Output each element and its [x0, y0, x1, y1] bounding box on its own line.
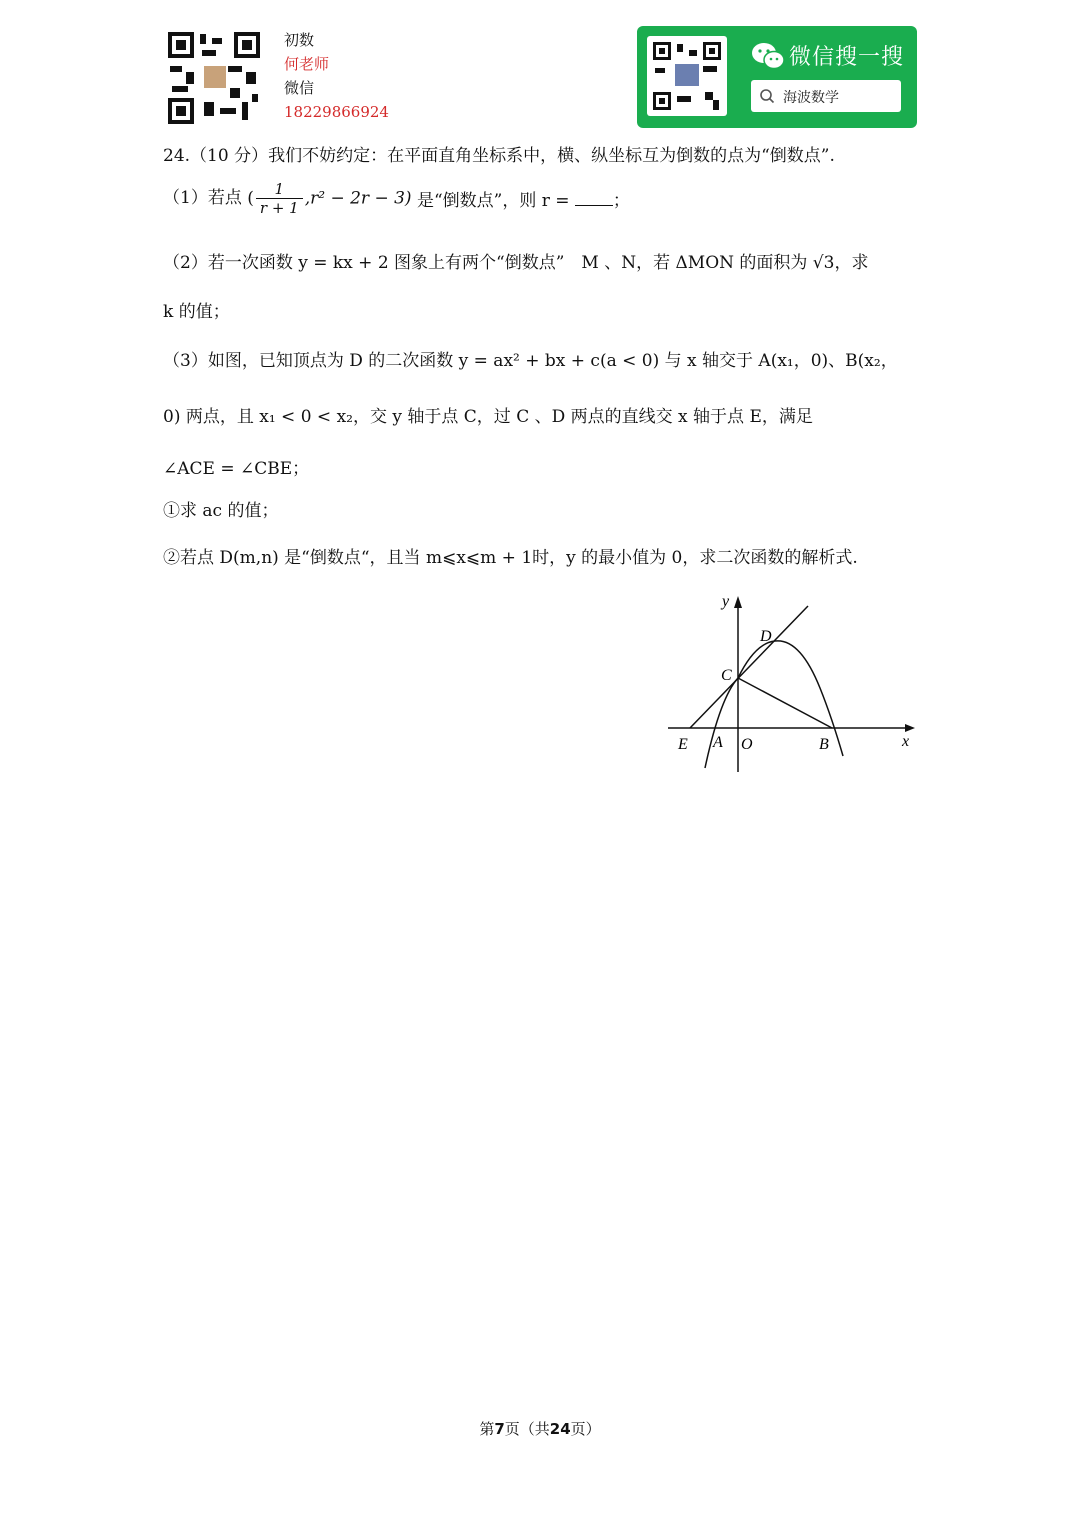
footer-middle: 页（共: [504, 1420, 550, 1438]
part1-end: ；: [612, 191, 630, 211]
question-part-1: （1）若点 ( $\frac{1}{r + 1}$ ,r² − 2r − 3) 是“倒数点”，则 r = ；: [163, 180, 630, 217]
answer-blank[interactable]: [575, 191, 613, 206]
search-icon: [759, 88, 775, 104]
question-part-3-line-1: （3）如图，已知顶点为 D 的二次函数 y = ax² + bx + c(a < 0) 与 x 轴交于 A(x₁，0)、B(x₂，: [163, 351, 898, 371]
parabola-figure: [660, 588, 920, 778]
label-B: B: [819, 736, 829, 753]
label-y: y: [722, 593, 730, 610]
question-sub-2: ②若点 D(m,n) 是“倒数点“，且当 m⩽x⩽m + 1时，y 的最小值为 0，求二次函数的解析式.: [163, 548, 858, 568]
question-part-2-line-1: （2）若一次函数 y = kx + 2 图象上有两个“倒数点” M 、N，若 ΔMON 的面积为 √3，求: [163, 253, 869, 273]
contact-line-1: 初数: [284, 31, 315, 49]
part1-fraction: [256, 180, 303, 217]
page-footer: [0, 1418, 1080, 1439]
y-axis-arrow-icon: [734, 596, 742, 608]
banner-search-box[interactable]: [751, 80, 901, 112]
qr-code-left: [168, 32, 260, 124]
footer-suffix: 页）: [570, 1420, 601, 1438]
banner-qr-photo-icon: [675, 64, 699, 86]
banner-search-text: 海波数学: [783, 90, 839, 106]
question-part-2-line-2: k 的值；: [163, 302, 230, 322]
part1-suffix: 是“倒数点”，则 r =: [411, 191, 570, 211]
wechat-logo-icon: [751, 42, 785, 70]
label-x: x: [902, 733, 910, 750]
label-D: D: [760, 628, 772, 645]
x-axis-arrow-icon: [905, 724, 915, 732]
footer-total-pages: 24: [549, 1420, 571, 1438]
label-A: A: [713, 734, 723, 751]
banner-qr-code: [647, 36, 727, 116]
contact-line-3: 微信: [284, 79, 315, 97]
contact-line-2: 何老师: [284, 55, 330, 73]
label-C: C: [721, 667, 732, 684]
contact-info: [284, 28, 389, 124]
label-O: O: [741, 736, 753, 753]
line-CB: [738, 678, 832, 728]
contact-phone: 18229866924: [284, 103, 389, 121]
part1-frac-numerator: 1: [256, 180, 303, 199]
question-part-3-line-2: 0) 两点，且 x₁ < 0 < x₂，交 y 轴于点 C，过 C 、D 两点的直线交 x 轴于点 E，满足: [163, 407, 813, 427]
label-E: E: [678, 736, 688, 753]
wechat-search-banner[interactable]: [637, 26, 917, 128]
question-sub-1: ①求 ac 的值；: [163, 501, 279, 521]
part1-expression: ,r² − 2r − 3): [304, 188, 412, 209]
question-title: 24.（10 分）我们不妨约定：在平面直角坐标系中，横、纵坐标互为倒数的点为“倒数点”.: [163, 146, 835, 166]
footer-prefix: 第: [479, 1420, 495, 1438]
part1-frac-denominator: r + 1: [259, 199, 299, 217]
footer-page-number: 7: [494, 1420, 505, 1438]
qr-avatar-icon: [204, 66, 226, 88]
line-CD: [690, 606, 808, 728]
part1-prefix: （1）若点: [163, 188, 242, 208]
question-part-3-line-3: ∠ACE = ∠CBE；: [163, 459, 310, 479]
banner-title: 微信搜一搜: [789, 45, 905, 70]
